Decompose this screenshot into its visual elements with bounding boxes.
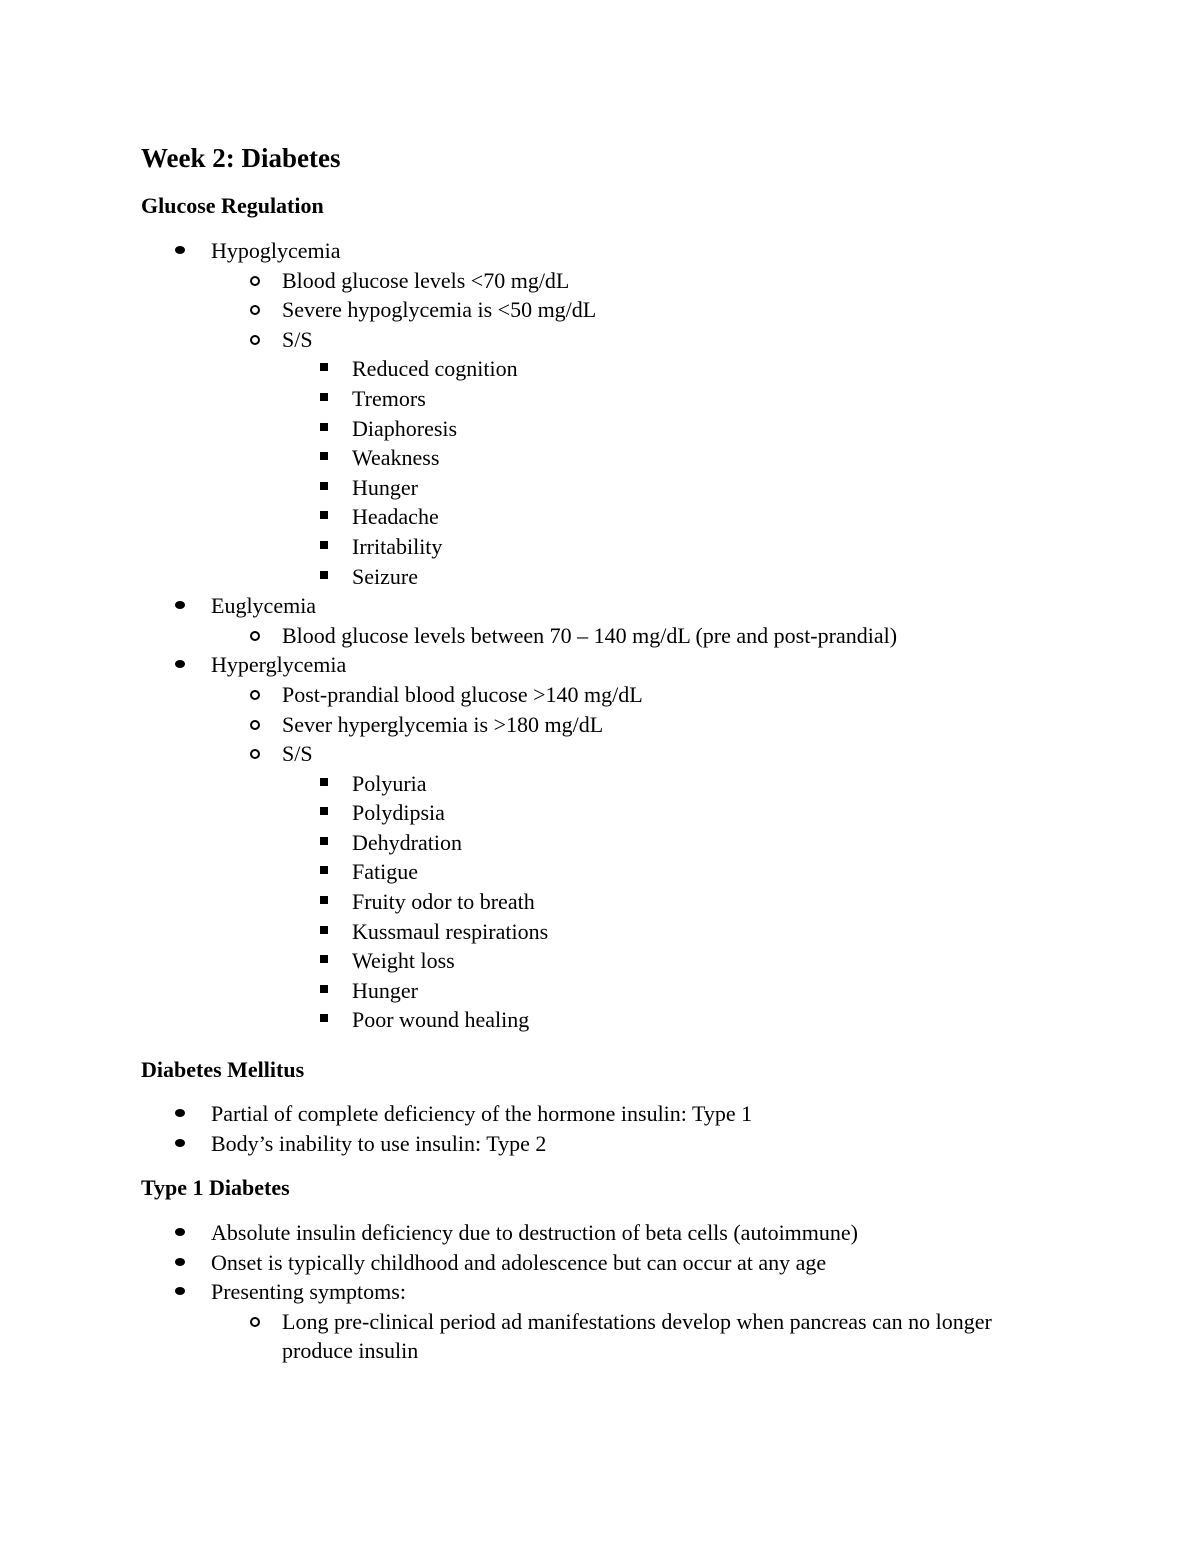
list-item: Absolute insulin deficiency due to destruction of beta cells (autoimmune) <box>0 1218 1200 1248</box>
disc-bullet-icon <box>175 660 185 668</box>
list-item: Hunger <box>0 976 1200 1006</box>
list-item: Weakness <box>0 443 1200 473</box>
list-item: Onset is typically childhood and adolescence but can occur at any age <box>0 1248 1200 1278</box>
section-heading-glucose-regulation: Glucose Regulation <box>141 193 324 218</box>
list-item: Presenting symptoms: <box>0 1277 1200 1307</box>
list-item: Dehydration <box>0 828 1200 858</box>
list-item: S/S <box>0 739 1062 769</box>
list-item: Body’s inability to use insulin: Type 2 <box>0 1129 1200 1159</box>
square-bullet-icon <box>320 363 328 371</box>
list-item: Poor wound healing <box>0 1005 1200 1035</box>
square-bullet-icon <box>320 985 328 993</box>
square-bullet-icon <box>320 1014 328 1022</box>
diabetes-mellitus-list <box>0 1099 1200 1158</box>
list-item: Irritability <box>0 532 1200 562</box>
circle-bullet-icon <box>250 631 260 641</box>
list-item: Hyperglycemia <box>0 650 1200 680</box>
square-bullet-icon <box>320 926 328 934</box>
circle-bullet-icon <box>250 276 260 286</box>
list-item: Hunger <box>0 473 1200 503</box>
circle-bullet-icon <box>250 720 260 730</box>
page-title: Week 2: Diabetes <box>141 143 341 173</box>
square-bullet-icon <box>320 837 328 845</box>
square-bullet-icon <box>320 393 328 401</box>
disc-bullet-icon <box>175 1139 185 1147</box>
list-item: Hypoglycemia <box>0 236 1200 266</box>
list-item: Tremors <box>0 384 1200 414</box>
list-item: Post-prandial blood glucose >140 mg/dL <box>0 680 1062 710</box>
list-item: Partial of complete deficiency of the hormone insulin: Type 1 <box>0 1099 1200 1129</box>
list-item: Reduced cognition <box>0 354 1200 384</box>
list-item: S/S <box>0 325 1062 355</box>
list-item: Sever hyperglycemia is >180 mg/dL <box>0 710 1062 740</box>
disc-bullet-icon <box>175 1109 185 1117</box>
disc-bullet-icon <box>175 1287 185 1295</box>
list-item: Polydipsia <box>0 798 1200 828</box>
square-bullet-icon <box>320 896 328 904</box>
square-bullet-icon <box>320 423 328 431</box>
list-item: Blood glucose levels <70 mg/dL <box>0 266 1062 296</box>
circle-bullet-icon <box>250 1317 260 1327</box>
section-heading-diabetes-mellitus: Diabetes Mellitus <box>141 1057 305 1082</box>
circle-bullet-icon <box>250 335 260 345</box>
glucose-regulation-list <box>0 236 1200 1035</box>
square-bullet-icon <box>320 571 328 579</box>
list-item: Euglycemia <box>0 591 1200 621</box>
list-item: Fatigue <box>0 857 1200 887</box>
square-bullet-icon <box>320 778 328 786</box>
type1-diabetes-list <box>0 1218 1200 1366</box>
list-item: Weight loss <box>0 946 1200 976</box>
disc-bullet-icon <box>175 1258 185 1266</box>
list-item: Diaphoresis <box>0 414 1200 444</box>
disc-bullet-icon <box>175 246 185 254</box>
list-item: Headache <box>0 502 1200 532</box>
list-item: Kussmaul respirations <box>0 917 1200 947</box>
square-bullet-icon <box>320 511 328 519</box>
square-bullet-icon <box>320 482 328 490</box>
disc-bullet-icon <box>175 601 185 609</box>
list-item: Polyuria <box>0 769 1200 799</box>
square-bullet-icon <box>320 452 328 460</box>
square-bullet-icon <box>320 866 328 874</box>
disc-bullet-icon <box>175 1228 185 1236</box>
list-item: Long pre-clinical period ad manifestations develop when pancreas can no longer produce insulin <box>0 1307 1062 1366</box>
list-item: Severe hypoglycemia is <50 mg/dL <box>0 295 1062 325</box>
section-heading-type1-diabetes: Type 1 Diabetes <box>141 1175 290 1200</box>
list-item: Fruity odor to breath <box>0 887 1200 917</box>
square-bullet-icon <box>320 541 328 549</box>
list-item: Seizure <box>0 562 1200 592</box>
circle-bullet-icon <box>250 690 260 700</box>
square-bullet-icon <box>320 955 328 963</box>
circle-bullet-icon <box>250 305 260 315</box>
square-bullet-icon <box>320 807 328 815</box>
circle-bullet-icon <box>250 749 260 759</box>
list-item: Blood glucose levels between 70 – 140 mg/dL (pre and post-prandial) <box>0 621 1062 651</box>
